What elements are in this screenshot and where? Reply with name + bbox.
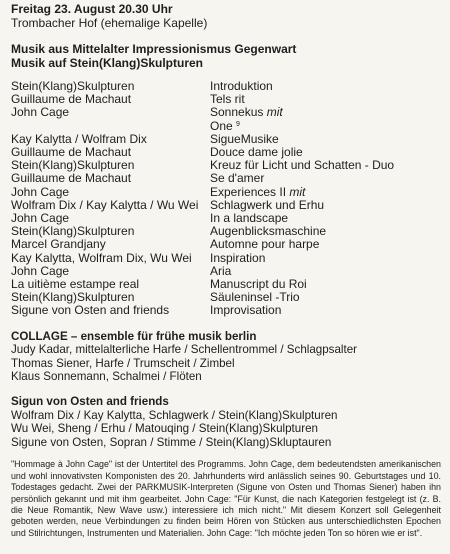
program-work-title: Sonnekus xyxy=(210,105,264,120)
program-performer: Stein(Klang)Skulpturen xyxy=(11,158,135,173)
program-performer: Guillaume de Machaut xyxy=(11,92,132,107)
program-performer: Stein(Klang)Skulpturen xyxy=(11,290,135,305)
program-performer: Sigune von Osten and friends xyxy=(11,303,170,318)
event-date: Freitag 23. August 20.30 Uhr xyxy=(11,2,173,16)
program-work-suffix: mit xyxy=(266,105,283,120)
event-venue: Trombacher Hof (ehemalige Kapelle) xyxy=(11,16,208,30)
collage-member: Judy Kadar, mittelalterliche Harfe / Schellentrommel / Schlagpsalter xyxy=(11,343,358,357)
program-work-title: Manuscript du Roi xyxy=(210,277,307,292)
program-performer xyxy=(11,120,210,133)
program-performer: Guillaume de Machaut xyxy=(11,171,132,186)
program-work-superscript: 9 xyxy=(236,120,240,128)
sigune-ensemble xyxy=(11,395,443,449)
program-performer: Guillaume de Machaut xyxy=(11,145,132,160)
program-note: "Hommage à John Cage" ist der Untertitel des Programms. John Cage, dem bedeutendsten amerikanischen und wohl innovativsten Komponisten des 20. Jahrhunderts wird anlässlich seines 90. Geburtstages und 10. Todestages gedacht. Zwei der PARKMUSIK-Interpreten (Sigune von Osten und Thomas Siener) haben ihn persönlich gekannt und mit ihm gearbeitet. John Cage: "Für Kunst, die nach Kategorien festgelegt ist (z. B. die Neue Romantik, New Wave usw.) interessiere ich mich nicht." Mit diesem Konzert soll Gelegenheit geboten werden, neue Verbindungen zu finden beim Hören von Stücken aus unterschiedlichsten Epochen und Stilrichtungen, Instrumenten und Materialien. John Cage: "Ich möchte jeden Ton so hören wie er ist". xyxy=(11,459,441,538)
program-work-title: Schlagwerk und Erhu xyxy=(210,197,325,212)
program-work-title: Se d'amer xyxy=(210,171,265,186)
program-work-title: Tels rit xyxy=(210,92,245,107)
program-performer: Stein(Klang)Skulpturen xyxy=(11,79,135,93)
collage-heading: COLLAGE – ensemble für frühe musik berlin xyxy=(11,329,257,343)
program-performer: John Cage xyxy=(11,105,70,120)
program-work-title: Experiences II xyxy=(210,184,287,199)
collage-ensemble xyxy=(11,330,443,384)
sigune-heading: Sigun von Osten and friends xyxy=(11,395,169,409)
collage-member: Klaus Sonnemann, Schalmei / Flöten xyxy=(11,370,202,384)
program-work-suffix: mit xyxy=(289,184,306,199)
program-performer: Kay Kalytta / Wolfram Dix xyxy=(11,131,147,146)
program-work-title: One xyxy=(210,118,233,133)
program-work-title: Inspiration xyxy=(210,250,266,265)
sigune-member: Wu Wei, Sheng / Erhu / Matouqing / Stein(Klang)Skulpturen xyxy=(11,422,318,436)
program-work-title: Augenblicksmaschine xyxy=(210,224,327,239)
program-list xyxy=(11,80,443,318)
concert-program-page xyxy=(11,2,443,539)
collage-member: Thomas Siener, Harfe / Trumscheit / Zimbel xyxy=(11,356,235,370)
program-work-title: SigueMusike xyxy=(210,131,279,146)
program-performer: Marcel Grandjany xyxy=(11,237,106,252)
program-row xyxy=(11,304,443,317)
program-work-title: Douce dame jolie xyxy=(210,145,303,160)
program-work-title: Kreuz für Licht und Schatten - Duo xyxy=(210,158,395,173)
program-performer: Wolfram Dix / Kay Kalytta / Wu Wei xyxy=(11,197,199,212)
program-performer: John Cage xyxy=(11,263,70,278)
program-performer: Stein(Klang)Skulpturen xyxy=(11,224,135,239)
program-work-title: Säuleninsel -Trio xyxy=(210,290,300,305)
program-work-title: Introduktion xyxy=(210,79,273,93)
program-work-title: Automne pour harpe xyxy=(210,237,320,252)
program-performer: La uitième estampe real xyxy=(11,277,140,292)
program-work xyxy=(210,304,281,317)
program-work-title: Improvisation xyxy=(210,303,282,318)
sigune-member: Sigune von Osten, Sopran / Stimme / Stein(Klang)Skluptauren xyxy=(11,435,332,449)
program-performer: John Cage xyxy=(11,211,70,226)
program-work-title: In a landscape xyxy=(210,211,289,226)
sigune-member: Wolfram Dix / Kay Kalytta, Schlagwerk / Stein(Klang)Skulpturen xyxy=(11,408,338,422)
program-work-title: Aria xyxy=(210,263,232,278)
program-performer: John Cage xyxy=(11,184,70,199)
program-title: Musik aus Mittelalter Impressionismus Gegenwart xyxy=(11,42,297,56)
program-subtitle: Musik auf Stein(Klang)Skulpturen xyxy=(11,56,204,70)
program-performer: Kay Kalytta, Wolfram Dix, Wu Wei xyxy=(11,250,192,265)
